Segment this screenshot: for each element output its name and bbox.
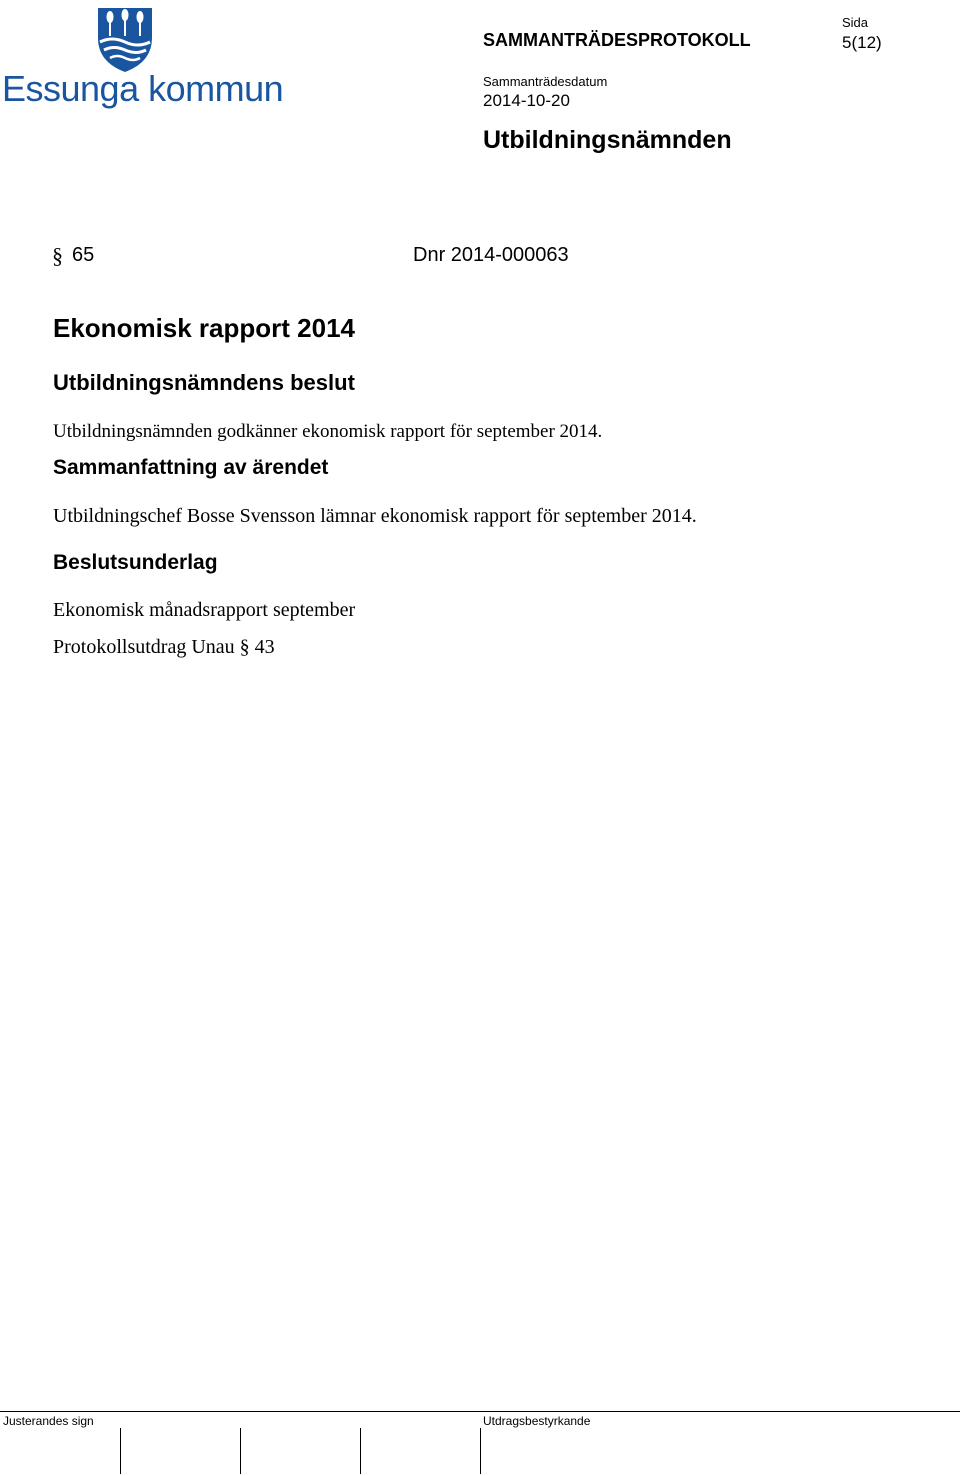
- certification-label: Utdragsbestyrkande: [483, 1414, 591, 1428]
- decision-heading: Utbildningsnämndens beslut: [53, 370, 355, 395]
- case-number: Dnr 2014-000063: [413, 244, 569, 266]
- page-label: Sida: [842, 15, 869, 30]
- basis-list-item: Ekonomisk månadsrapport september: [53, 599, 356, 621]
- signature-box-divider: [120, 1428, 121, 1474]
- document-title: SAMMANTRÄDESPROTOKOLL: [483, 30, 751, 50]
- meeting-date-label: Sammanträdesdatum: [483, 74, 608, 89]
- decision-text: Utbildningsnämnden godkänner ekonomisk rapport för september 2014.: [53, 421, 603, 442]
- footer-divider: [0, 1411, 960, 1412]
- page-number: 5(12): [842, 33, 882, 52]
- basis-heading: Beslutsunderlag: [53, 551, 218, 574]
- item-title: Ekonomisk rapport 2014: [53, 313, 355, 343]
- committee-name: Utbildningsnämnden: [483, 126, 732, 154]
- paragraph-number: 65: [72, 244, 95, 266]
- signature-box-divider: [480, 1428, 481, 1474]
- logo-wordmark: Essunga kommun: [2, 68, 284, 109]
- meeting-date: 2014-10-20: [483, 91, 570, 110]
- summary-text: Utbildningschef Bosse Svensson lämnar ekonomisk rapport för september 2014.: [53, 505, 697, 527]
- signature-label: Justerandes sign: [3, 1414, 94, 1428]
- signature-box-divider: [360, 1428, 361, 1474]
- basis-list-item: Protokollsutdrag Unau § 43: [53, 636, 275, 658]
- summary-heading: Sammanfattning av ärendet: [53, 456, 329, 479]
- paragraph-sign: §: [52, 243, 63, 268]
- signature-box-divider: [240, 1428, 241, 1474]
